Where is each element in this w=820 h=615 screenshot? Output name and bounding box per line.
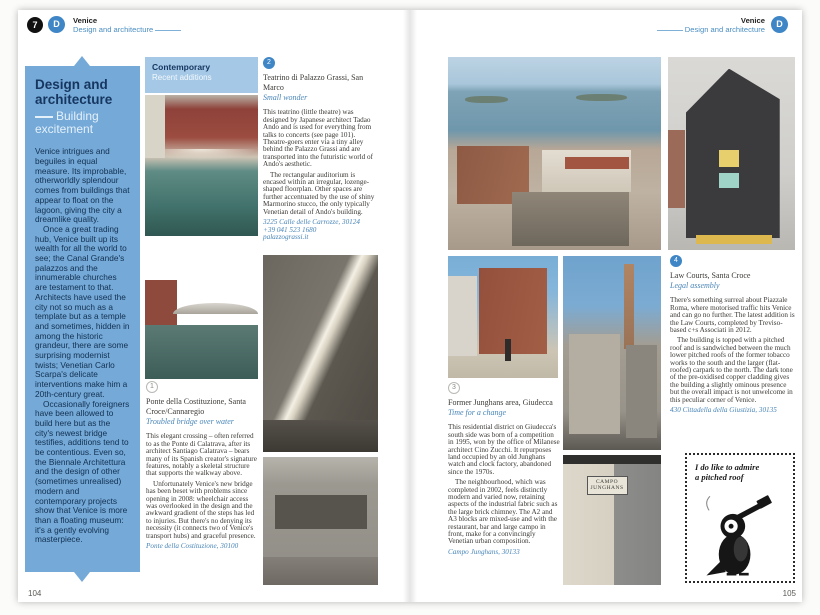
photo-giudecca-aerial: [448, 57, 661, 250]
sidebar-title: Design and architecture: [35, 77, 113, 107]
campo-sign-line2: JUNGHANS: [590, 485, 624, 492]
item4-paragraph: The building is topped with a pitched roof and is sandwiched between the much lower pitched roofs of the former tobacco works to the south and the larger (flat-roofed) carpark to the north. The dark tone of the pre-oxidised copper cladding gives the building a slightly ominous presence but the overall impact is not unwelcome in this peculiar corner of Venice.: [670, 336, 793, 404]
section-d-badge-right: D: [771, 16, 788, 33]
quote-line1: I do like to admire: [695, 462, 760, 472]
header-rule-right: [657, 30, 683, 31]
item1-tagline: Troubled bridge over water: [146, 417, 234, 426]
sidebar-intro-panel: [25, 66, 140, 572]
item1-address: Ponte della Costituzione, 30100: [146, 542, 239, 551]
item3-paragraph: This residential district on Giudecca's south side was born of a competition in 1995, won by the office of Milanese architect Cino Zucchi. It repurposes land occupied by an old Junghans watch and clock factory, abandoned since the 1970s.: [448, 423, 560, 476]
header-rule-left: [155, 30, 181, 31]
item4-tagline: Legal assembly: [670, 281, 720, 290]
header-left-city: Venice: [73, 16, 98, 25]
owl-telescope-illustration: [699, 491, 779, 579]
item4-title: Law Courts, Santa Croce: [670, 271, 751, 280]
photo-junghans-chimney: [563, 256, 661, 450]
article-item3: [448, 382, 560, 556]
photo-junghans-brick-blocks: [448, 256, 558, 378]
item1-title: Ponte della Costituzione, Santa Croce/Cannaregio: [146, 397, 246, 416]
sidebar-subtitle: Building excitement: [35, 108, 99, 137]
item1-paragraph: Unfortunately Venice's new bridge has been beset with problems since opening in 2008: wheelchair access was overlooked in the design and the awkward gradient of the steps has led to injuries. But there's no denying its necessity (it connects two of Venice's transport hubs) and graceful presence.: [146, 479, 256, 540]
section-d-badge-left: D: [48, 16, 65, 33]
category-banner: [145, 57, 258, 93]
header-left-section: Design and architecture: [73, 25, 154, 35]
article-item2: [263, 57, 378, 242]
sidebar-paragraph: Venice intrigues and beguiles in equal measure. Its improbable, otherworldly splendour comes from buildings that appear to float on the lagoon, giving the city a dreamlike quality.: [35, 146, 130, 225]
item3-number-badge: 3: [448, 382, 460, 394]
header-right-section: Design and architecture: [684, 25, 765, 35]
photo-calatrava-bridge-underside: [145, 95, 258, 236]
item2-paragraph: This teatrino (little theatre) was designed by Japanese architect Tadao Ando and is used for everything from talks to concerts (see page 101). Theatre-goers enter via a tiny alley behind the Palazzo Grassi and are transported into the futuristic world of Ando's aesthetic.: [263, 108, 373, 169]
photo-law-courts-building: [668, 57, 795, 250]
item3-title: Former Junghans area, Giudecca: [448, 398, 553, 407]
page-number-left: 104: [28, 589, 42, 598]
pitched-roof-quote-box: [685, 453, 795, 583]
item2-paragraph: The rectangular auditorium is encased within an irregular, lozenge-shaped floorplan. Other spaces are further accentuated by the use of shiny Marmorino stucco, the only typically Venetian detail of Ando's building.: [263, 170, 375, 216]
photo-campo-junghans-wall: [563, 455, 661, 585]
campo-sign-line1: CAMPO: [596, 478, 619, 485]
sidebar-dash: [35, 116, 53, 118]
sidebar-notch-top: [74, 56, 90, 66]
item1-number-badge: 1: [146, 381, 158, 393]
item2-address-line: 3225 Calle delle Carrozze, 30124: [263, 218, 360, 227]
header-right-city: Venice: [740, 16, 765, 25]
sidebar-notch-bottom: [74, 572, 90, 582]
spread-gutter: [403, 10, 417, 602]
quote-text: [687, 455, 793, 482]
header-left: [73, 16, 183, 35]
sidebar-body: [25, 137, 140, 545]
item2-number-badge: 2: [263, 57, 275, 69]
item3-address: Campo Junghans, 30133: [448, 547, 520, 556]
sidebar-paragraph: Once a great trading hub, Venice built up its wealth for all the world to see; the Canal Grande's palazzos and the innumerable churches are testament to that. Architects have used the city not so much as a template but as a temple and sometimes, hidden in among the historic grandeur, there are some surprising modernist twists; Venetian Carlo Scarpa's delicate interventions make him a 20th-century great.: [35, 223, 130, 399]
sidebar-paragraph: Occasionally foreigners have been allowed to build here but as the city's newest bridge testifies, additions tend to be contentious. Even so, the Biennale Architettura and the design of other (sometimes unrealised) modern and contemporary projects show that Venice is more than a floating museum: it's a gently evolving masterpiece.: [35, 398, 130, 545]
article-item4: [670, 255, 796, 415]
item2-title: Teatrino di Palazzo Grassi, San Marco: [263, 73, 364, 92]
item3-paragraph: The neighbourhood, which was completed in 2002, feels distinctly modern and varied now, retaining aspects of the industrial fabric such as the large brick chimney. The A2 and A3 blocks are mixed-use and with the restaurant, bar and large campo in front, make for a convincingly Venetian urban composition.: [448, 478, 558, 546]
issue-number-badge: 7: [27, 17, 43, 33]
photo-teatrino-corridor: [263, 255, 378, 452]
item4-address: 430 Cittadella della Giustizia, 30135: [670, 406, 777, 415]
banner-title: Contemporary: [152, 62, 211, 72]
header-right: [560, 16, 765, 35]
photo-ponte-costituzione-canal: [145, 238, 258, 379]
banner-subtitle: Recent additions: [152, 72, 212, 82]
item4-paragraph: There's something surreal about Piazzale Roma, where motorised traffic hits Venice and can go no further. The latest addition is the Law Courts, completed by Treviso-based c+s Associati in 2012.: [670, 296, 795, 335]
crescent-moon: [707, 496, 710, 510]
item2-website: palazzograssi.it: [263, 233, 309, 242]
photo-teatrino-auditorium: [263, 457, 378, 585]
page-number-right: 105: [782, 589, 796, 598]
item4-number-badge: 4: [670, 255, 682, 267]
quote-line2: a pitched roof: [695, 472, 744, 483]
item2-tagline: Small wonder: [263, 93, 308, 102]
article-item1: [146, 381, 258, 551]
item2-phone: +39 041 523 1680: [263, 225, 317, 234]
item3-tagline: Time for a change: [448, 408, 506, 417]
item1-paragraph: This elegant crossing – often referred to as the Ponte di Calatrava, after its architect Santiago Calatrava – bears many of its Spanish creator's signature features, notably a skeletal structure that supports the walkway above.: [146, 432, 257, 478]
campo-junghans-sign: [587, 476, 628, 495]
